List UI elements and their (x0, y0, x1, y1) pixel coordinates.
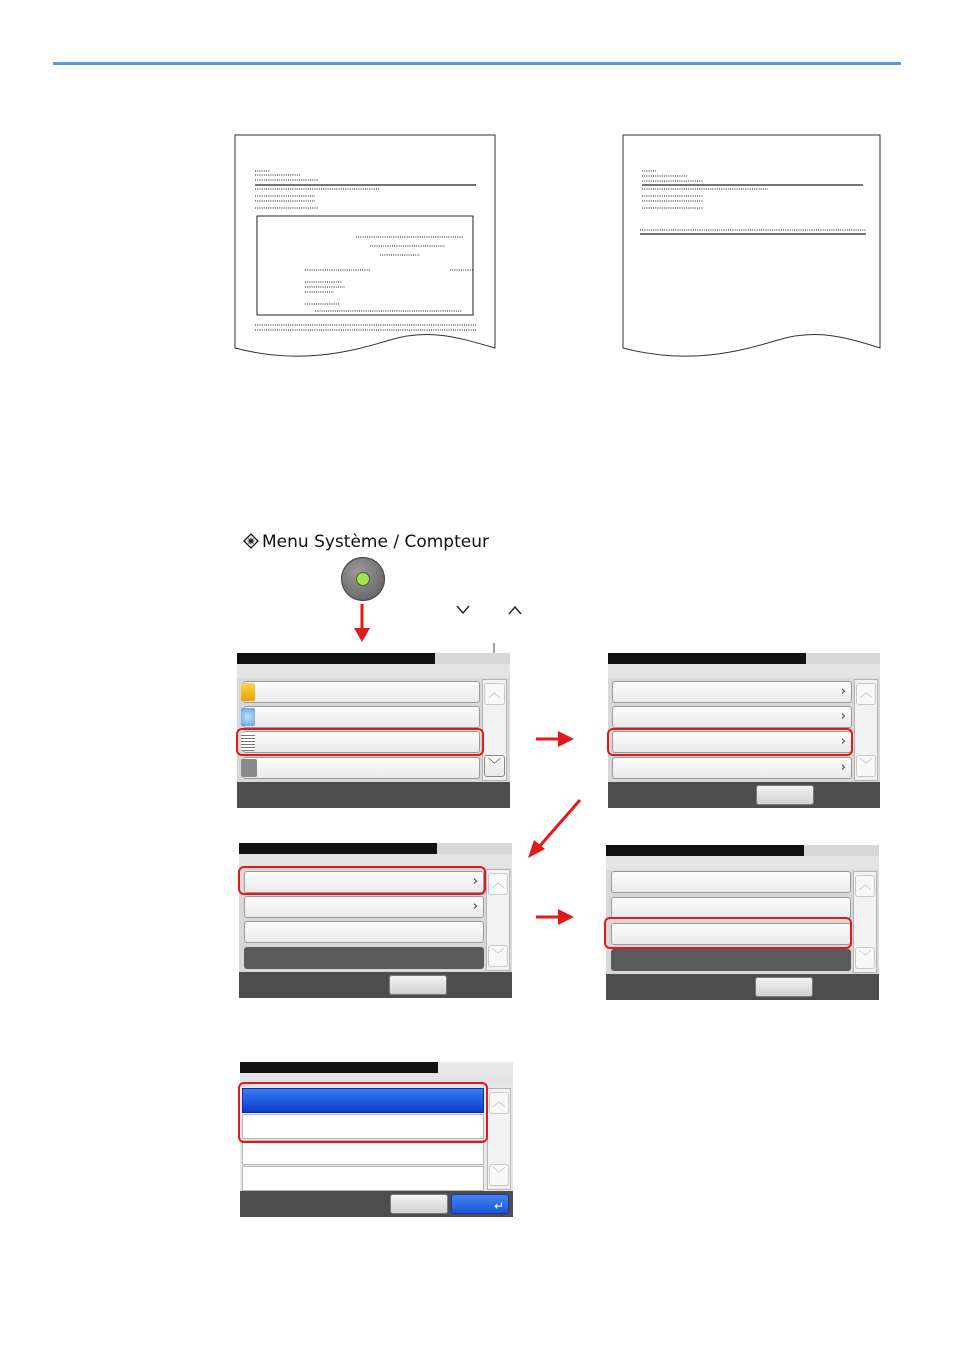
menu-item-1[interactable] (612, 681, 852, 703)
close-button[interactable] (389, 975, 447, 995)
counter-icon (241, 759, 257, 777)
scroll-up-button[interactable]: ︿ (856, 683, 876, 705)
scroll-up-button[interactable]: ︿ (489, 1092, 509, 1114)
empty-row (244, 947, 484, 969)
title-bar (239, 843, 437, 854)
title-bar (608, 653, 806, 664)
scroll-down-button[interactable]: ﹀ (488, 945, 508, 967)
highlight-report (236, 728, 484, 756)
highlight-report-settings (607, 728, 853, 756)
ok-button[interactable] (451, 1194, 509, 1214)
home-icon (241, 708, 255, 726)
chevron-right-icon: › (472, 899, 478, 914)
chevron-right-icon: › (840, 709, 846, 724)
scrollbar[interactable] (482, 679, 507, 781)
menu-item-4[interactable] (612, 757, 852, 779)
close-button[interactable] (755, 977, 813, 997)
option-4[interactable] (242, 1166, 484, 1191)
menu-item-2[interactable] (244, 896, 484, 918)
sub-bar (237, 664, 510, 678)
title-bar (237, 653, 435, 664)
title-bar (240, 1062, 438, 1073)
scrollbar[interactable] (487, 1088, 511, 1190)
scroll-down-button[interactable]: ﹀ (856, 755, 876, 777)
sub-bar (606, 856, 879, 870)
scroll-up-button[interactable]: ︿ (855, 875, 875, 897)
cancel-button[interactable] (390, 1194, 448, 1214)
footer-bar (239, 972, 512, 998)
highlight-options (238, 1082, 488, 1143)
chevron-right-icon: › (840, 684, 846, 699)
chevron-right-icon: › (840, 734, 846, 749)
user-login-icon (241, 683, 255, 701)
empty-row (611, 949, 851, 971)
scroll-down-button[interactable]: ﹀ (855, 947, 875, 969)
menu-item-1[interactable] (243, 681, 480, 703)
close-button[interactable] (756, 785, 814, 805)
enter-icon: ↵ (493, 1199, 504, 1213)
scrollbar[interactable] (486, 869, 510, 971)
menu-item-1[interactable] (611, 871, 851, 893)
footer-bar (608, 782, 880, 808)
menu-item-4[interactable] (243, 757, 480, 779)
option-3[interactable] (242, 1140, 484, 1165)
scrollbar[interactable] (853, 871, 877, 973)
highlight-admin-report (238, 866, 486, 895)
menu-item-2[interactable] (612, 706, 852, 728)
footer-bar (606, 974, 879, 1000)
footer-bar (240, 1191, 513, 1217)
menu-item-2[interactable] (611, 897, 851, 919)
chevron-right-icon: › (840, 760, 846, 775)
title-bar (606, 845, 804, 856)
highlight-outgoing-fax-report (604, 917, 852, 949)
scrollbar[interactable] (854, 679, 878, 781)
menu-item-3[interactable] (244, 921, 484, 943)
scroll-up-button[interactable]: ︿ (484, 683, 505, 705)
scroll-down-button[interactable]: ﹀ (484, 755, 505, 777)
footer-bar (237, 782, 510, 808)
system-menu-label: Menu Système / Compteur (262, 532, 489, 552)
menu-item-2[interactable] (243, 706, 480, 728)
sub-bar (608, 664, 880, 678)
scroll-down-button[interactable]: ﹀ (489, 1164, 509, 1186)
chevron-right-icon: › (472, 874, 478, 889)
scroll-up-button[interactable]: ︿ (488, 873, 508, 895)
